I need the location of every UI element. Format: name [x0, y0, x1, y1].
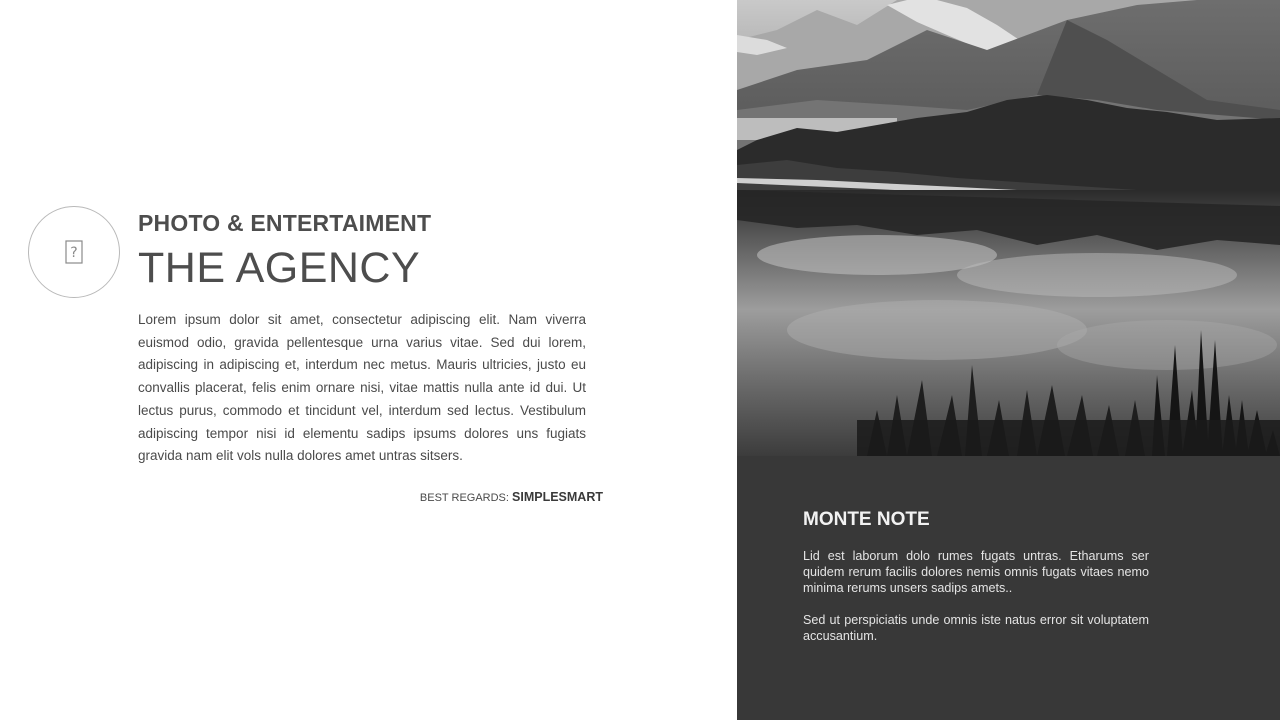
- note-paragraph-1: Lid est laborum dolo rumes fugats untras. Etharums ser quidem rerum facilis dolores nemis omnis fugats vitaes nemo minima rerums unsers sadips amets..: [803, 549, 1149, 595]
- signature-line: [138, 490, 603, 504]
- note-paragraph-2: Sed ut perspiciatis unde omnis iste natus error sit voluptatem accusantium.: [803, 613, 1149, 643]
- svg-text:?: ?: [70, 245, 78, 261]
- image-placeholder-icon: [65, 240, 83, 264]
- landscape-photo: [737, 0, 1280, 456]
- section-subtitle: PHOTO & ENTERTAIMENT: [138, 210, 432, 236]
- intro-body-text: Lorem ipsum dolor sit amet, consectetur adipiscing elit. Nam viverra euismod odio, gravida pellentesque urna varius vitae. Sed dui lorem, adipiscing in adipiscing et, interdum nec metus. Mauris ultricies, justo eu convallis placerat, felis enim ornare nisi, vitae mattis nulla ante id dui. Ut lectus purus, commodo et tincidunt vel, interdum sed lectus. Vestibulum adipiscing tempor nisi id elementu sadips ipsums dolores uns fugiats gravida nam elit vols nulla dolores amet untras sitsers.: [138, 312, 586, 464]
- regards-label: BEST REGARDS:: [419, 492, 509, 504]
- note-title: MONTE NOTE: [803, 509, 930, 530]
- image-placeholder-circle: [28, 206, 120, 298]
- page-title: THE AGENCY: [138, 244, 421, 292]
- note-panel: [737, 456, 1280, 720]
- regards-brand-name: SIMPLESMART: [512, 490, 603, 504]
